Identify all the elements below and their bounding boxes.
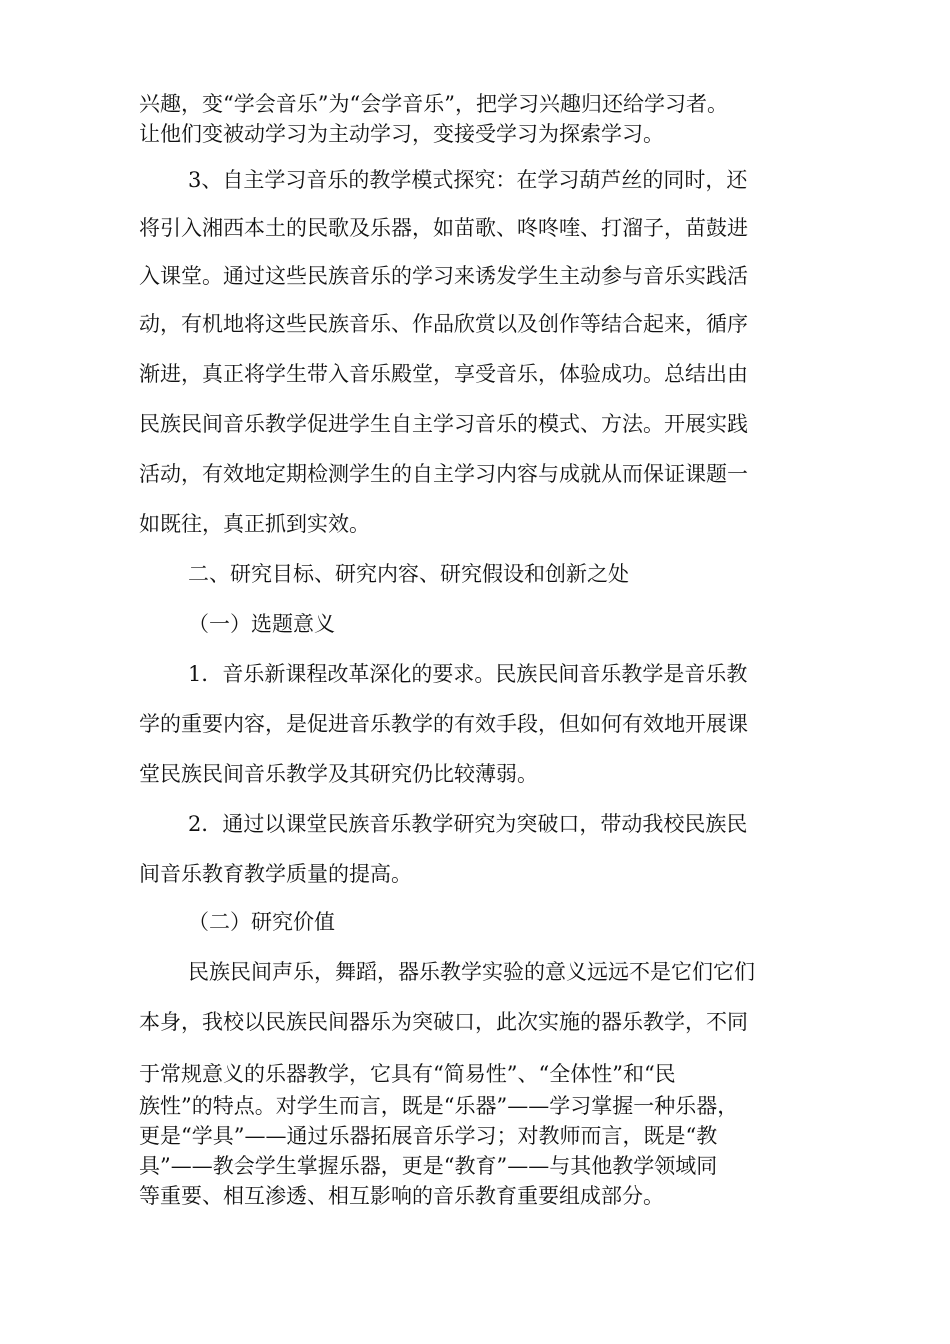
paragraph-line: 让他们变被动学习为主动学习，变接受学习为探索学习。 <box>139 122 664 146</box>
paragraph-line: 民族民间声乐，舞蹈，器乐教学实验的意义远远不是它们它们 <box>188 960 755 984</box>
paragraph-line: 活动，有效地定期检测学生的自主学习内容与成就从而保证课题一 <box>139 462 748 486</box>
paragraph-line: 本身，我校以民族民间器乐为突破口，此次实施的器乐教学，不同 <box>139 1010 748 1034</box>
paragraph-line: 渐进，真正将学生带入音乐殿堂，享受音乐，体验成功。总结出由 <box>139 362 748 386</box>
paragraph-line: 族性”的特点。对学生而言，既是“乐器”——学习掌握一种乐器， <box>139 1094 739 1118</box>
paragraph-line: 于常规意义的乐器教学，它具有“简易性”、“全体性”和“民 <box>139 1062 676 1086</box>
paragraph-line: 入课堂。通过这些民族音乐的学习来诱发学生主动参与音乐实践活 <box>139 264 748 288</box>
paragraph-line: 动，有机地将这些民族音乐、作品欣赏以及创作等结合起来，循序 <box>139 312 748 336</box>
paragraph-line: 更是“学具”——通过乐器拓展音乐学习；对教师而言，既是“教 <box>139 1124 718 1148</box>
section-heading: 二、研究目标、研究内容、研究假设和创新之处 <box>188 562 629 586</box>
paragraph-line: 如既往，真正抓到实效。 <box>139 512 370 536</box>
paragraph-line: 将引入湘西本土的民歌及乐器，如苗歌、咚咚喹、打溜子，苗鼓进 <box>139 216 748 240</box>
paragraph-line: 学的重要内容，是促进音乐教学的有效手段，但如何有效地开展课 <box>139 712 748 736</box>
subsection-heading: （二）研究价值 <box>188 910 335 934</box>
paragraph-line: 1．音乐新课程改革深化的要求。民族民间音乐教学是音乐教 <box>188 662 748 686</box>
paragraph-line: 2．通过以课堂民族音乐教学研究为突破口，带动我校民族民 <box>188 812 748 836</box>
paragraph-line: 堂民族民间音乐教学及其研究仍比较薄弱。 <box>139 762 538 786</box>
paragraph-line: 等重要、相互渗透、相互影响的音乐教育重要组成部分。 <box>139 1184 664 1208</box>
subsection-heading: （一）选题意义 <box>188 612 335 636</box>
paragraph-line: 3、自主学习音乐的教学模式探究：在学习葫芦丝的同时，还 <box>188 168 748 192</box>
paragraph-line: 间音乐教育教学质量的提高。 <box>139 862 412 886</box>
paragraph-line: 民族民间音乐教学促进学生自主学习音乐的模式、方法。开展实践 <box>139 412 748 436</box>
paragraph-line: 具”——教会学生掌握乐器，更是“教育”——与其他教学领域同 <box>139 1154 718 1178</box>
paragraph-line: 兴趣，变“学会音乐”为“会学音乐”，把学习兴趣归还给学习者。 <box>139 92 728 116</box>
